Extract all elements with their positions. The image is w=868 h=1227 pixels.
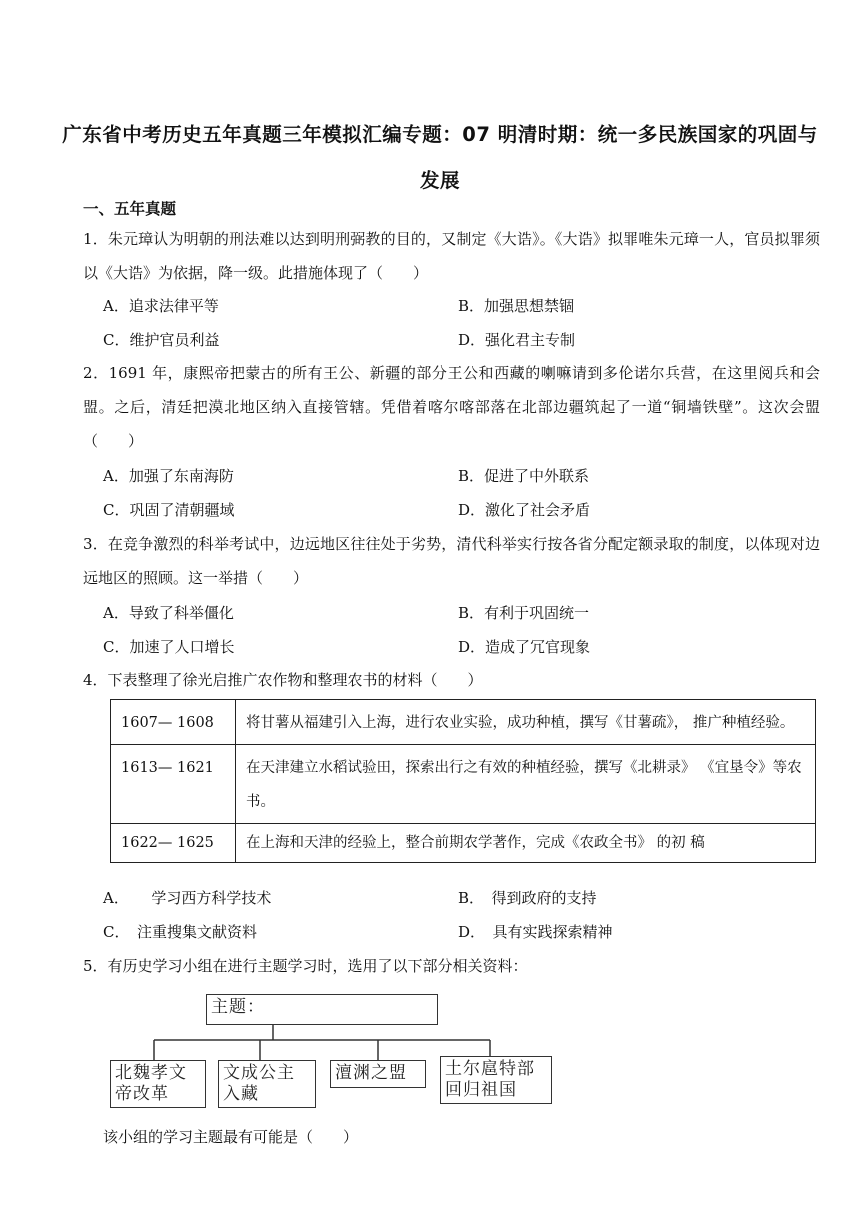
q4-option-d[interactable]: D． 具有实践探索精神	[458, 923, 613, 941]
q4-option-c[interactable]: C． 注重搜集文献资料	[103, 923, 257, 941]
question-1-stem: 1．朱元璋认为明朝的刑法难以达到明刑弼教的目的，又制定《大诰》。《大诰》拟罪唯朱元璋一人，官员拟罪须以《大诰》为依据，降一级。此措施体现了（ ）	[83, 230, 820, 282]
table-text-cell: 将甘薯从福建引入上海，进行农业实验，成功种植，撰写《甘薯疏》， 推广种植经验。	[236, 700, 816, 745]
diagram-item-box: 文成公主入藏	[218, 1060, 316, 1108]
q3-option-b[interactable]: B．有利于巩固统一	[458, 604, 590, 622]
q3-option-a[interactable]: A．导致了科举僵化	[103, 604, 234, 622]
question-5-stem: 5．有历史学习小组在进行主题学习时，选用了以下部分相关资料：	[83, 957, 528, 975]
table-row	[111, 745, 816, 824]
q4-option-a[interactable]: A． 学习西方科学技术	[103, 889, 272, 907]
diagram-topic-box: 主题：	[206, 994, 438, 1025]
q4-option-b[interactable]: B． 得到政府的支持	[458, 889, 597, 907]
q1-option-a[interactable]: A．追求法律平等	[103, 297, 219, 315]
q2-option-a[interactable]: A．加强了东南海防	[103, 467, 234, 485]
topic-diagram	[108, 990, 558, 1110]
q2-option-d[interactable]: D．激化了社会矛盾	[458, 501, 591, 519]
diagram-item-box: 北魏孝文帝改革	[110, 1060, 206, 1108]
table-text-cell: 在天津建立水稻试验田，探索出行之有效的种植经验，撰写《北耕录》 《宜垦令》等农书。	[236, 745, 816, 824]
table-year-cell: 1607— 1608	[111, 700, 236, 745]
table-row	[111, 700, 816, 745]
question-4-stem: 4．下表整理了徐光启推广农作物和整理农书的材料（ ）	[83, 671, 483, 689]
diagram-item-box: 澶渊之盟	[330, 1060, 426, 1088]
question-2-stem: 2．1691 年，康熙帝把蒙古的所有王公、新疆的部分王公和西藏的喇嘛请到多伦诺尔兵营，在这里阅兵和会盟。之后，清廷把漠北地区纳入直接管辖。凭借着喀尔喀部落在北部边疆筑起了一道“铜墙铁壁”。这次会盟（ ）	[83, 364, 820, 450]
diagram-item-box: 土尔扈特部回归祖国	[440, 1056, 552, 1104]
section-heading: 一、五年真题	[83, 200, 177, 218]
q2-option-c[interactable]: C．巩固了清朝疆域	[103, 501, 235, 519]
table-text-cell: 在上海和天津的经验上，整合前期农学著作，完成《农政全书》 的初 稿	[236, 824, 816, 863]
table-year-cell: 1613— 1621	[111, 745, 236, 824]
xu-guangqi-table	[110, 699, 816, 863]
q1-option-d[interactable]: D．强化君主专制	[458, 331, 576, 349]
q3-option-c[interactable]: C．加速了人口增长	[103, 638, 235, 656]
question-3-stem: 3．在竞争激烈的科举考试中，边远地区往往处于劣势，清代科举实行按各省分配定额录取的制度，以体现对边远地区的照顾。这一举措（ ）	[83, 535, 820, 587]
q1-option-c[interactable]: C．维护官员利益	[103, 331, 220, 349]
table-row	[111, 824, 816, 863]
q3-option-d[interactable]: D．造成了冗官现象	[458, 638, 591, 656]
question-5-followup: 该小组的学习主题最有可能是（ ）	[103, 1128, 359, 1146]
document-title: 广东省中考历史五年真题三年模拟汇编专题：07 明清时期：统一多民族国家的巩固与发展	[62, 123, 818, 192]
q2-option-b[interactable]: B．促进了中外联系	[458, 467, 590, 485]
q1-option-b[interactable]: B．加强思想禁锢	[458, 297, 575, 315]
table-year-cell: 1622— 1625	[111, 824, 236, 863]
